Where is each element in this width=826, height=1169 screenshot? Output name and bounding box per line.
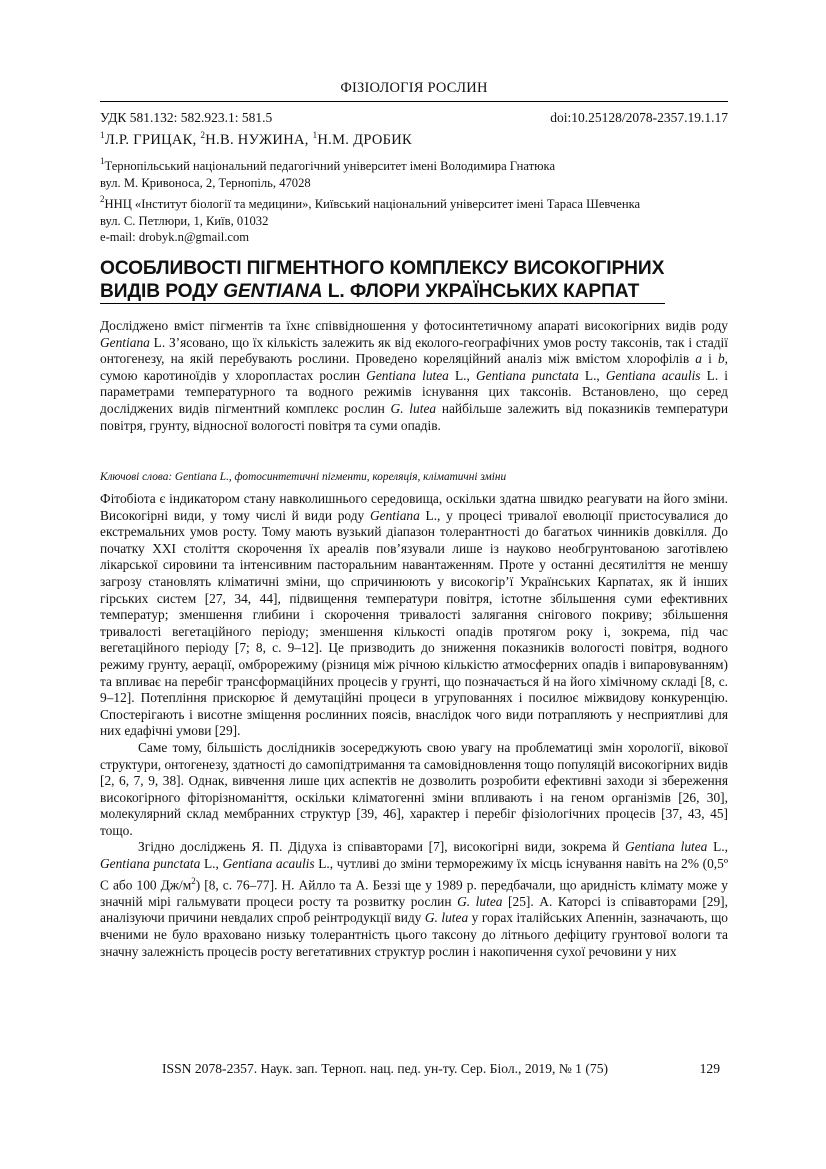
header-divider	[100, 101, 728, 102]
abstract-species: G. lutea	[390, 400, 437, 416]
affiliation-1-number: 1	[100, 156, 105, 166]
paragraph-text: у горах італійських Апеннін, зазначають, що вченими не було враховано низьку толерантність цього таксону до літнього дефіциту грунтової вологи та значну залежність процесів росту вегетативних структур рослин і накопичення сухої речовини у них	[100, 910, 728, 959]
abstract-chlorophyll-a: a	[695, 351, 702, 367]
paragraph-text: ) [8, с. 76–77]. Н. Айлло та А. Беззі ще у 1989 р. передбачали, що аридність клімату може у значній мірі гальмувати процеси росту та розвитку рослин	[100, 877, 728, 909]
abstract-genus: Gentiana	[100, 334, 150, 350]
paragraph-species: G. lutea	[457, 893, 503, 909]
journal-citation: ISSN 2078-2357. Наук. зап. Терноп. нац. пед. ун-ту. Сер. Біол., 2019, № 1 (75)	[162, 1061, 609, 1076]
paragraph-species: Gentiana punctata	[100, 856, 201, 872]
section-header: ФІЗІОЛОГІЯ РОСЛИН	[340, 80, 488, 96]
paragraph-text: Фітобіота є індикатором стану навколишнього середовища, оскільки здатна швидко реагувати на його зміни. Високогірні види, у тому числі й види роду	[100, 491, 728, 523]
abstract-species: Gentiana punctata	[475, 367, 579, 383]
article-body	[100, 491, 728, 960]
paragraph-text: L., чутливі до зміни терморежиму їх місць існування навіть на 2% (0,5º С або 100 Дж/м	[100, 856, 728, 893]
abstract-text: L. і параметрами температурного та водного режимів існування цих таксонів. Встановлено, що серед досліджених видів пігментний комплекс рослин	[100, 367, 728, 416]
author-3-affiliation: 1	[312, 130, 318, 140]
author-3-name: Н.М. ДРОБИК	[317, 132, 413, 148]
abstract-text: L.,	[578, 367, 606, 383]
contact-email[interactable]: e-mail: drobyk.n@gmail.com	[100, 230, 250, 244]
udk-code: УДК 581.132: 582.923.1: 581.5	[100, 110, 273, 125]
title-line-2-start: ВИДІВ РОДУ	[100, 281, 224, 302]
paragraph-genus: Gentiana	[369, 507, 420, 523]
unit-superscript: 2	[191, 875, 196, 886]
body-paragraph-3	[100, 839, 728, 960]
abstract-text: , сумою каротиноїдів у хлоропластах рослин	[100, 351, 728, 383]
affiliation-2-number: 2	[100, 194, 105, 204]
title-genus: GENTIANA	[223, 281, 323, 302]
article-meta	[100, 110, 728, 126]
abstract-text: L. З’ясовано, що їх кількість залежить як від еколого-географічних умов росту таксонів, так і стадії онтогенезу, на якій перебувають рослини. Проведено кореляційний аналіз між вмістом хлорофілів	[100, 334, 728, 367]
title-line-1: ОСОБЛИВОСТІ ПІГМЕНТНОГО КОМПЛЕКСУ ВИСОКОГІРНИХ	[100, 258, 665, 279]
abstract-species: Gentiana acaulis	[605, 367, 701, 383]
body-paragraph-1	[100, 491, 728, 740]
paragraph-text: [25]. А. Каторсі із співавторами [29], аналізуючи причини невдалих спроб реінтродукції виду	[100, 893, 728, 926]
affiliations	[100, 153, 728, 246]
paragraph-text: L., у процесі тривалої еволюції пристосувалися до екстремальних умов росту. Тому мають вузький діапазон толерантності до багатьох чинників довкілля. До початку XXI століття скорочення їх ареалів пов’язували лише із науково необгрунтованою заготівлею лікарської сировини та інтенсивним пасторальним навантаженням. Проте у останні десятиліття не меншу загрозу становлять кліматичні зміни, що спричинюють у високогір’ї Українських Карпатах, як й інших гірських систем [27, 34, 44], підвищення температури повітря, істотне збільшення суми ефективних температур; зменшення глибини і скорочення тривалості залягання снігового покриву; збільшення тривалості вегетаційного періоду; зменшення кількості опадів протягом року і, зокрема, під час вегетаційного періоду [7; 8, с. 9–12]. Це призводить до зниження показників вологості повітря, водного режиму грунту, аерації, омброрежиму (різниця між річною кількістю атмосферних опадів і випаровуванням) та впливає на перебіг трансформаційних процесів у грунті, що позначається й на його хімічному складі [8, с. 9–12]. Потепління прискорює й демутаційні процеси в угрупованнях і посилює міжвидову конкуренцію. Спостерігають і висотне зміщення рослинних поясів, внаслідок чого види потрапляють у несприятливі для них едафічні умови [29].	[100, 507, 728, 739]
abstract-text: і	[701, 351, 718, 367]
affiliation-1-org: Тернопільський національний педагогічний університет імені Володимира Гнатюка	[104, 159, 556, 173]
paragraph-text: L.,	[200, 856, 223, 872]
paragraph-species: Gentiana acaulis	[222, 856, 315, 872]
affiliation-1	[100, 153, 728, 175]
page-number: 129	[699, 1061, 720, 1076]
doi-link[interactable]: doi:10.25128/2078-2357.19.1.17	[550, 110, 728, 125]
keywords: Ключові слова: Gentiana L., фотосинтетичні пігменти, кореляція, кліматичні зміни	[100, 471, 507, 483]
abstract-species: Gentiana lutea	[366, 367, 449, 383]
abstract	[100, 318, 728, 434]
title-line-2	[100, 280, 665, 304]
author-1-name: Л.Р. ГРИЦАК,	[104, 132, 201, 148]
abstract-text: Досліджено вміст пігментів та їхнє співвідношення у фотосинтетичному апараті високогірних видів роду	[100, 318, 728, 333]
author-2-name: Н.В. НУЖИНА,	[205, 132, 313, 148]
abstract-text: найбільше залежить від показників температури повітря, грунту, відносної вологості повітря та суми опадів.	[100, 400, 729, 433]
paragraph-species: G. lutea	[424, 910, 469, 926]
affiliation-2-address: вул. С. Петлюри, 1, Київ, 01032	[100, 213, 269, 228]
author-1-affiliation: 1	[100, 130, 105, 140]
article-title	[100, 257, 728, 304]
affiliation-1-address: вул. М. Кривоноса, 2, Тернопіль, 47028	[100, 175, 311, 190]
paragraph-species: Gentiana lutea	[625, 839, 708, 855]
affiliation-2-org: ННЦ «Інститут біології та медицини», Київський національний університет імені Тараса Шевченка	[104, 197, 641, 211]
author-2-affiliation: 2	[200, 130, 206, 140]
author-list	[100, 130, 412, 149]
paragraph-text: L.,	[707, 839, 728, 855]
title-line-2-end: L. ФЛОРИ УКРАЇНСЬКИХ КАРПАТ	[322, 281, 640, 302]
paragraph-text: Згідно досліджень Я. П. Дідуха із співавторами [7], високогірні види, зокрема й	[138, 839, 626, 855]
abstract-chlorophyll-b: b	[717, 351, 725, 367]
body-paragraph-2: Саме тому, більшість дослідників зосереджують свою увагу на проблематиці змін хорології, вікової структури, онтогенезу, здатності до самопідтримання та самовідновлення тощо популяцій високогірних видів [2, 6, 7, 9, 38]. Однак, вивчення лише цих аспектів не дозволить розробити ефективні заходи зі збереження високогірного фіторізноманіття, оскільки кліматогенні зміни впливають і на геном організмів [26, 30], молекулярний склад мембранних структур [39, 46], характер і перебіг фізіологічних процесів [37, 43, 45] тощо.	[100, 739, 728, 838]
abstract-text: L.,	[448, 367, 476, 383]
affiliation-2	[100, 191, 728, 213]
